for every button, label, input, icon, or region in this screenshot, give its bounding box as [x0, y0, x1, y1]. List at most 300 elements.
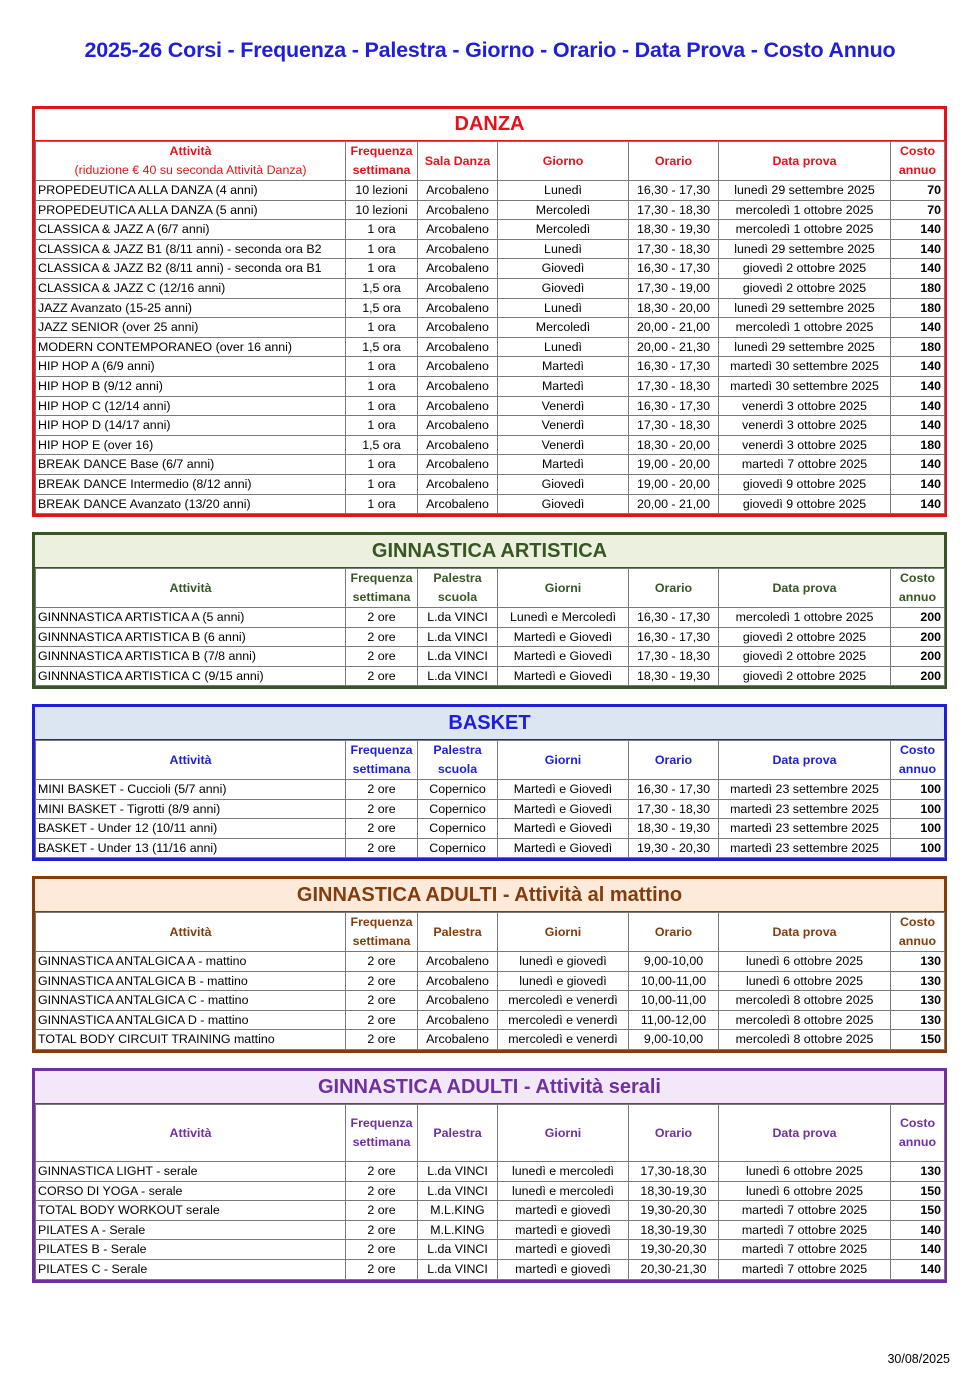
cell-trial-date: mercoledì 1 ottobre 2025 [719, 220, 891, 240]
cell-day: Venerdì [498, 435, 629, 455]
cell-frequency: 10 lezioni [346, 200, 418, 220]
header-cost: Costo annuo [891, 142, 945, 181]
cell-activity: GINNASTICA ANTALGICA D - mattino [36, 1010, 346, 1030]
header-trial-date: Data prova [719, 569, 891, 608]
cell-place: Arcobaleno [418, 435, 498, 455]
cell-cost: 150 [891, 1181, 945, 1201]
table-row [36, 971, 945, 991]
cell-frequency: 2 ore [346, 991, 418, 1011]
cell-cost: 100 [891, 838, 945, 858]
cell-cost: 180 [891, 337, 945, 357]
table-row [36, 278, 945, 298]
cell-time: 18,30 - 20,00 [629, 435, 719, 455]
header-day: Giorni [498, 1105, 629, 1162]
cell-time: 18,30 - 19,30 [629, 666, 719, 686]
cell-time: 18,30 - 19,30 [629, 220, 719, 240]
table-row [36, 259, 945, 279]
table-row [36, 952, 945, 972]
header-place: Palestra [418, 1105, 498, 1162]
cell-activity: GINNASTICA ANTALGICA B - mattino [36, 971, 346, 991]
cell-activity: JAZZ SENIOR (over 25 anni) [36, 318, 346, 338]
cell-day: Venerdì [498, 416, 629, 436]
header-activity: Attività (riduzione € 40 su seconda Attività Danza) [36, 142, 346, 181]
section-title: GINNASTICA ADULTI - Attività serali [35, 1071, 944, 1104]
header-time: Orario [629, 913, 719, 952]
cell-trial-date: mercoledì 1 ottobre 2025 [719, 318, 891, 338]
cell-place: Arcobaleno [418, 200, 498, 220]
header-day: Giorni [498, 741, 629, 780]
cell-day: martedì e giovedì [498, 1201, 629, 1221]
cell-trial-date: giovedì 2 ottobre 2025 [719, 647, 891, 667]
cell-activity: GINNNASTICA ARTISTICA A (5 anni) [36, 608, 346, 628]
cell-activity: GINNNASTICA ARTISTICA B (7/8 anni) [36, 647, 346, 667]
cell-activity: CLASSICA & JAZZ B1 (8/11 anni) - seconda ora B2 [36, 239, 346, 259]
cell-frequency: 2 ore [346, 1259, 418, 1279]
cell-day: Martedì e Giovedì [498, 838, 629, 858]
cell-place: Arcobaleno [418, 416, 498, 436]
cell-trial-date: martedì 30 settembre 2025 [719, 376, 891, 396]
cell-time: 19,30 - 20,30 [629, 838, 719, 858]
cell-place: Arcobaleno [418, 181, 498, 201]
cell-cost: 140 [891, 474, 945, 494]
cell-day: Mercoledì [498, 318, 629, 338]
cell-frequency: 1,5 ora [346, 337, 418, 357]
table-row [36, 1220, 945, 1240]
header-time: Orario [629, 142, 719, 181]
cell-trial-date: giovedì 2 ottobre 2025 [719, 627, 891, 647]
cell-cost: 140 [891, 416, 945, 436]
cell-activity: HIP HOP D (14/17 anni) [36, 416, 346, 436]
table-row [36, 200, 945, 220]
cell-trial-date: martedì 30 settembre 2025 [719, 357, 891, 377]
cell-place: Arcobaleno [418, 298, 498, 318]
header-row [36, 741, 945, 780]
cell-activity: GINNNASTICA ARTISTICA C (9/15 anni) [36, 666, 346, 686]
cell-trial-date: lunedì 6 ottobre 2025 [719, 1181, 891, 1201]
cell-frequency: 2 ore [346, 780, 418, 800]
cell-trial-date: giovedì 2 ottobre 2025 [719, 278, 891, 298]
section-basket [32, 704, 947, 861]
cell-cost: 140 [891, 1259, 945, 1279]
table-row [36, 318, 945, 338]
cell-activity: MINI BASKET - Tigrotti (8/9 anni) [36, 799, 346, 819]
cell-time: 19,30-20,30 [629, 1240, 719, 1260]
cell-day: lunedì e giovedì [498, 971, 629, 991]
cell-day: lunedì e giovedì [498, 952, 629, 972]
cell-trial-date: martedì 7 ottobre 2025 [719, 1240, 891, 1260]
table-row [36, 494, 945, 514]
cell-trial-date: venerdì 3 ottobre 2025 [719, 435, 891, 455]
cell-place: Arcobaleno [418, 1030, 498, 1050]
cell-place: L.da VINCI [418, 1181, 498, 1201]
cell-frequency: 1 ora [346, 416, 418, 436]
cell-place: Arcobaleno [418, 396, 498, 416]
header-row [36, 913, 945, 952]
cell-cost: 130 [891, 971, 945, 991]
cell-day: Lunedì [498, 239, 629, 259]
table-row [36, 647, 945, 667]
cell-activity: PROPEDEUTICA ALLA DANZA (5 anni) [36, 200, 346, 220]
header-cost: Costo annuo [891, 741, 945, 780]
section-title: DANZA [35, 109, 944, 141]
cell-time: 16,30 - 17,30 [629, 259, 719, 279]
cell-trial-date: venerdì 3 ottobre 2025 [719, 396, 891, 416]
section-title: GINNASTICA ADULTI - Attività al mattino [35, 879, 944, 912]
cell-cost: 180 [891, 298, 945, 318]
cell-time: 18,30 - 19,30 [629, 819, 719, 839]
cell-frequency: 2 ore [346, 1030, 418, 1050]
cell-day: Martedì [498, 455, 629, 475]
course-table [35, 568, 945, 686]
cell-frequency: 2 ore [346, 838, 418, 858]
cell-place: M.L.KING [418, 1201, 498, 1221]
cell-cost: 140 [891, 376, 945, 396]
table-row [36, 455, 945, 475]
cell-activity: MODERN CONTEMPORANEO (over 16 anni) [36, 337, 346, 357]
cell-day: mercoledì e venerdì [498, 1030, 629, 1050]
cell-time: 19,00 - 20,00 [629, 474, 719, 494]
cell-cost: 150 [891, 1030, 945, 1050]
header-frequency: Frequenza settimana [346, 142, 418, 181]
cell-day: martedì e giovedì [498, 1259, 629, 1279]
cell-cost: 100 [891, 799, 945, 819]
cell-frequency: 1 ora [346, 259, 418, 279]
header-cost: Costo annuo [891, 913, 945, 952]
cell-trial-date: giovedì 9 ottobre 2025 [719, 494, 891, 514]
header-frequency: Frequenza settimana [346, 1105, 418, 1162]
cell-frequency: 2 ore [346, 1240, 418, 1260]
cell-cost: 100 [891, 819, 945, 839]
page-title: 2025-26 Corsi - Frequenza - Palestra - Giorno - Orario - Data Prova - Costo Annuo [84, 38, 896, 62]
header-time: Orario [629, 569, 719, 608]
cell-frequency: 1,5 ora [346, 298, 418, 318]
course-table [35, 912, 945, 1050]
cell-frequency: 2 ore [346, 1181, 418, 1201]
cell-trial-date: martedì 7 ottobre 2025 [719, 455, 891, 475]
header-row [36, 569, 945, 608]
header-place: Sala Danza [418, 142, 498, 181]
cell-cost: 150 [891, 1201, 945, 1221]
cell-place: Copernico [418, 819, 498, 839]
cell-cost: 200 [891, 647, 945, 667]
cell-activity: CORSO DI YOGA - serale [36, 1181, 346, 1201]
cell-trial-date: lunedì 29 settembre 2025 [719, 337, 891, 357]
cell-frequency: 2 ore [346, 627, 418, 647]
cell-cost: 130 [891, 991, 945, 1011]
cell-trial-date: martedì 23 settembre 2025 [719, 780, 891, 800]
cell-activity: BREAK DANCE Base (6/7 anni) [36, 455, 346, 475]
section-title: GINNASTICA ARTISTICA [35, 535, 944, 568]
cell-activity: CLASSICA & JAZZ B2 (8/11 anni) - seconda ora B1 [36, 259, 346, 279]
table-row [36, 991, 945, 1011]
cell-time: 16,30 - 17,30 [629, 608, 719, 628]
cell-cost: 130 [891, 1162, 945, 1182]
cell-day: Lunedì [498, 337, 629, 357]
cell-place: Arcobaleno [418, 357, 498, 377]
cell-cost: 140 [891, 455, 945, 475]
cell-activity: GINNASTICA ANTALGICA A - mattino [36, 952, 346, 972]
cell-place: Copernico [418, 780, 498, 800]
table-row [36, 239, 945, 259]
cell-trial-date: lunedì 29 settembre 2025 [719, 181, 891, 201]
table-row [36, 376, 945, 396]
cell-place: Arcobaleno [418, 455, 498, 475]
cell-place: L.da VINCI [418, 627, 498, 647]
cell-cost: 140 [891, 220, 945, 240]
table-row [36, 780, 945, 800]
cell-trial-date: mercoledì 8 ottobre 2025 [719, 1030, 891, 1050]
header-cost: Costo annuo [891, 569, 945, 608]
cell-trial-date: giovedì 2 ottobre 2025 [719, 259, 891, 279]
cell-activity: HIP HOP B (9/12 anni) [36, 376, 346, 396]
cell-cost: 140 [891, 259, 945, 279]
header-row [36, 1105, 945, 1162]
section-title: BASKET [35, 707, 944, 740]
cell-trial-date: giovedì 9 ottobre 2025 [719, 474, 891, 494]
cell-activity: BASKET - Under 13 (11/16 anni) [36, 838, 346, 858]
cell-trial-date: giovedì 2 ottobre 2025 [719, 666, 891, 686]
header-place: Palestra scuola [418, 741, 498, 780]
cell-time: 20,00 - 21,30 [629, 337, 719, 357]
cell-time: 9,00-10,00 [629, 1030, 719, 1050]
header-trial-date: Data prova [719, 913, 891, 952]
cell-trial-date: mercoledì 1 ottobre 2025 [719, 608, 891, 628]
cell-place: L.da VINCI [418, 608, 498, 628]
header-frequency: Frequenza settimana [346, 569, 418, 608]
table-row [36, 799, 945, 819]
cell-time: 17,30 - 18,30 [629, 200, 719, 220]
cell-trial-date: martedì 23 settembre 2025 [719, 819, 891, 839]
document-date: 30/08/2025 [887, 1352, 950, 1366]
cell-activity: MINI BASKET - Cuccioli (5/7 anni) [36, 780, 346, 800]
cell-cost: 70 [891, 181, 945, 201]
header-time: Orario [629, 1105, 719, 1162]
table-row [36, 627, 945, 647]
cell-cost: 140 [891, 1240, 945, 1260]
cell-activity: HIP HOP A (6/9 anni) [36, 357, 346, 377]
cell-day: mercoledì e venerdì [498, 1010, 629, 1030]
cell-day: martedì e giovedì [498, 1220, 629, 1240]
cell-day: Martedì [498, 357, 629, 377]
cell-frequency: 1 ora [346, 239, 418, 259]
cell-cost: 140 [891, 1220, 945, 1240]
cell-trial-date: martedì 7 ottobre 2025 [719, 1220, 891, 1240]
section-ginnastica-artistica [32, 532, 947, 689]
cell-activity: CLASSICA & JAZZ C (12/16 anni) [36, 278, 346, 298]
cell-time: 16,30 - 17,30 [629, 627, 719, 647]
cell-day: Martedì e Giovedì [498, 647, 629, 667]
cell-day: Lunedì e Mercoledì [498, 608, 629, 628]
cell-cost: 200 [891, 608, 945, 628]
cell-day: lunedì e mercoledì [498, 1162, 629, 1182]
cell-trial-date: lunedì 6 ottobre 2025 [719, 1162, 891, 1182]
table-row [36, 1181, 945, 1201]
cell-cost: 140 [891, 357, 945, 377]
cell-place: Arcobaleno [418, 278, 498, 298]
header-activity: Attività [36, 1105, 346, 1162]
cell-frequency: 2 ore [346, 666, 418, 686]
cell-place: Copernico [418, 838, 498, 858]
cell-time: 10,00-11,00 [629, 991, 719, 1011]
table-row [36, 337, 945, 357]
cell-time: 16,30 - 17,30 [629, 396, 719, 416]
cell-time: 20,30-21,30 [629, 1259, 719, 1279]
header-activity: Attività [36, 741, 346, 780]
cell-trial-date: martedì 23 settembre 2025 [719, 799, 891, 819]
cell-activity: GINNASTICA ANTALGICA C - mattino [36, 991, 346, 1011]
cell-day: Martedì e Giovedì [498, 799, 629, 819]
cell-trial-date: martedì 23 settembre 2025 [719, 838, 891, 858]
cell-place: L.da VINCI [418, 1259, 498, 1279]
cell-day: Giovedì [498, 494, 629, 514]
cell-frequency: 1 ora [346, 474, 418, 494]
cell-place: Arcobaleno [418, 318, 498, 338]
cell-day: Mercoledì [498, 200, 629, 220]
table-row [36, 1259, 945, 1279]
table-row [36, 1030, 945, 1050]
cell-time: 9,00-10,00 [629, 952, 719, 972]
cell-day: Martedì e Giovedì [498, 780, 629, 800]
cell-frequency: 2 ore [346, 1201, 418, 1221]
cell-place: Arcobaleno [418, 376, 498, 396]
cell-time: 17,30 - 18,30 [629, 647, 719, 667]
header-row [36, 142, 945, 181]
cell-frequency: 1 ora [346, 396, 418, 416]
header-day: Giorni [498, 569, 629, 608]
cell-time: 20,00 - 21,00 [629, 494, 719, 514]
header-place: Palestra [418, 913, 498, 952]
cell-frequency: 1 ora [346, 455, 418, 475]
cell-trial-date: venerdì 3 ottobre 2025 [719, 416, 891, 436]
header-trial-date: Data prova [719, 741, 891, 780]
cell-day: Giovedì [498, 259, 629, 279]
cell-frequency: 1 ora [346, 220, 418, 240]
cell-frequency: 1 ora [346, 376, 418, 396]
cell-day: Martedì e Giovedì [498, 627, 629, 647]
cell-frequency: 2 ore [346, 1220, 418, 1240]
cell-time: 10,00-11,00 [629, 971, 719, 991]
cell-time: 17,30 - 18,30 [629, 416, 719, 436]
cell-place: L.da VINCI [418, 1162, 498, 1182]
cell-place: Arcobaleno [418, 239, 498, 259]
cell-activity: PILATES C - Serale [36, 1259, 346, 1279]
table-row [36, 474, 945, 494]
cell-time: 17,30-18,30 [629, 1162, 719, 1182]
table-row [36, 1240, 945, 1260]
cell-frequency: 10 lezioni [346, 181, 418, 201]
cell-trial-date: mercoledì 8 ottobre 2025 [719, 991, 891, 1011]
cell-frequency: 2 ore [346, 1010, 418, 1030]
cell-time: 19,30-20,30 [629, 1201, 719, 1221]
cell-place: Copernico [418, 799, 498, 819]
table-row [36, 298, 945, 318]
cell-trial-date: lunedì 29 settembre 2025 [719, 298, 891, 318]
header-trial-date: Data prova [719, 1105, 891, 1162]
course-table [35, 141, 945, 514]
cell-time: 16,30 - 17,30 [629, 181, 719, 201]
cell-place: L.da VINCI [418, 666, 498, 686]
cell-frequency: 2 ore [346, 952, 418, 972]
cell-day: Martedì e Giovedì [498, 819, 629, 839]
cell-time: 17,30 - 19,00 [629, 278, 719, 298]
cell-time: 16,30 - 17,30 [629, 357, 719, 377]
cell-time: 17,30 - 18,30 [629, 376, 719, 396]
cell-frequency: 1 ora [346, 318, 418, 338]
cell-day: mercoledì e venerdì [498, 991, 629, 1011]
cell-activity: GINNNASTICA ARTISTICA B (6 anni) [36, 627, 346, 647]
cell-time: 17,30 - 18,30 [629, 799, 719, 819]
cell-day: lunedì e mercoledì [498, 1181, 629, 1201]
cell-activity: TOTAL BODY WORKOUT serale [36, 1201, 346, 1221]
cell-frequency: 2 ore [346, 799, 418, 819]
cell-place: Arcobaleno [418, 337, 498, 357]
cell-time: 18,30 - 20,00 [629, 298, 719, 318]
table-row [36, 838, 945, 858]
cell-activity: PILATES B - Serale [36, 1240, 346, 1260]
cell-time: 19,00 - 20,00 [629, 455, 719, 475]
cell-place: Arcobaleno [418, 474, 498, 494]
cell-trial-date: lunedì 29 settembre 2025 [719, 239, 891, 259]
cell-place: Arcobaleno [418, 971, 498, 991]
cell-activity: PILATES A - Serale [36, 1220, 346, 1240]
cell-cost: 140 [891, 396, 945, 416]
table-row [36, 181, 945, 201]
cell-place: Arcobaleno [418, 494, 498, 514]
cell-activity: GINNASTICA LIGHT - serale [36, 1162, 346, 1182]
header-frequency: Frequenza settimana [346, 913, 418, 952]
header-day: Giorno [498, 142, 629, 181]
section-ginnastica-adulti-mattino [32, 876, 947, 1053]
cell-frequency: 2 ore [346, 1162, 418, 1182]
table-row [36, 357, 945, 377]
cell-cost: 130 [891, 1010, 945, 1030]
cell-activity: BREAK DANCE Intermedio (8/12 anni) [36, 474, 346, 494]
cell-place: Arcobaleno [418, 1010, 498, 1030]
cell-activity: TOTAL BODY CIRCUIT TRAINING mattino [36, 1030, 346, 1050]
header-activity: Attività [36, 913, 346, 952]
cell-cost: 140 [891, 494, 945, 514]
cell-frequency: 2 ore [346, 971, 418, 991]
table-row [36, 416, 945, 436]
cell-activity: JAZZ Avanzato (15-25 anni) [36, 298, 346, 318]
cell-frequency: 1 ora [346, 494, 418, 514]
cell-frequency: 2 ore [346, 819, 418, 839]
cell-day: Venerdì [498, 396, 629, 416]
cell-trial-date: martedì 7 ottobre 2025 [719, 1259, 891, 1279]
cell-day: Giovedì [498, 474, 629, 494]
cell-cost: 70 [891, 200, 945, 220]
cell-place: Arcobaleno [418, 991, 498, 1011]
header-activity: Attività [36, 569, 346, 608]
cell-frequency: 1 ora [346, 357, 418, 377]
cell-activity: HIP HOP C (12/14 anni) [36, 396, 346, 416]
cell-trial-date: lunedì 6 ottobre 2025 [719, 952, 891, 972]
table-row [36, 1162, 945, 1182]
cell-place: M.L.KING [418, 1220, 498, 1240]
cell-activity: BREAK DANCE Avanzato (13/20 anni) [36, 494, 346, 514]
cell-frequency: 1,5 ora [346, 278, 418, 298]
cell-frequency: 2 ore [346, 647, 418, 667]
header-frequency: Frequenza settimana [346, 741, 418, 780]
cell-trial-date: mercoledì 1 ottobre 2025 [719, 200, 891, 220]
cell-place: L.da VINCI [418, 1240, 498, 1260]
course-table [35, 1104, 945, 1280]
cell-place: L.da VINCI [418, 647, 498, 667]
cell-cost: 200 [891, 627, 945, 647]
course-table [35, 740, 945, 858]
section-danza [32, 106, 947, 517]
cell-place: Arcobaleno [418, 220, 498, 240]
